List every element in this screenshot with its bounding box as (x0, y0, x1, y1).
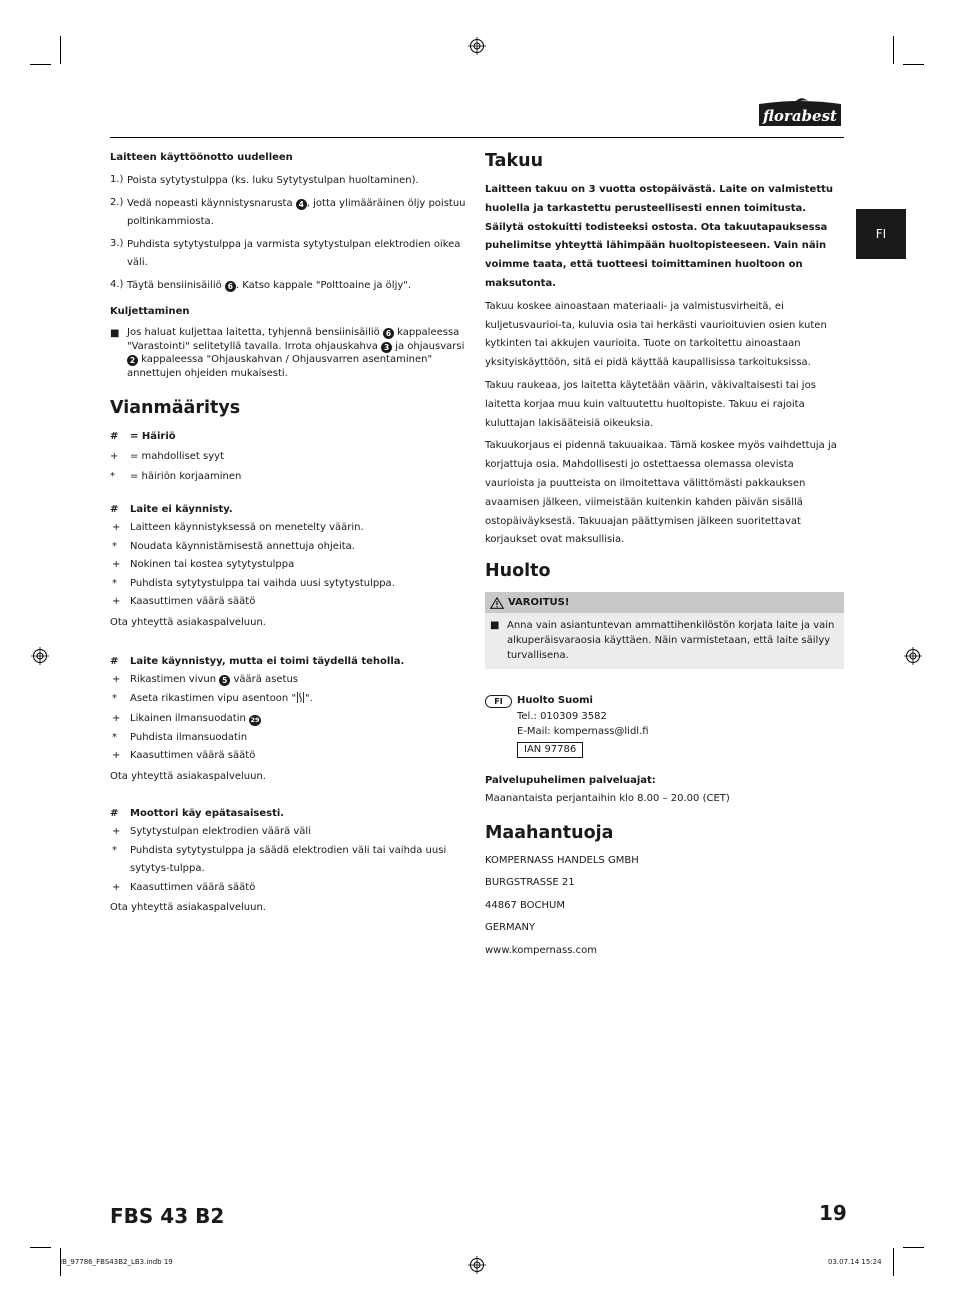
restart-step (110, 277, 470, 295)
transport-text (127, 326, 470, 380)
problem-title: Laite käynnistyy, mutta ei toimi täydellä teholla. (130, 656, 405, 667)
choke-position-icon (296, 692, 305, 711)
registration-mark-icon (904, 647, 922, 665)
row-text (130, 710, 470, 729)
service-center (485, 693, 845, 758)
language-tab-label: FI (875, 227, 887, 241)
warranty-paragraph: Takuukorjaus ei pidennä takuuaikaa. Tämä koskee myös vaihdettuja ja korjattuja osia. Mahdollisesti jo ostettaessa olemassa olevista vaurioista ja puutteista on ilmoitettava välittömästi pakkauksen avaamisen jälkeen, viimeistään kuitenkin kahden päivän sisällä ostopäiväyksestä. Takuuajan päättymisen jälkeen suoritettavat korjaukset ovat maksullisia. (485, 440, 837, 546)
bullet-square-icon: ■ (110, 328, 120, 339)
row-symbol: + (112, 596, 121, 607)
row-text: Laitteen käynnistyksessä on menetelty väärin. (130, 522, 364, 533)
header-rule (110, 137, 844, 138)
row-text: Kaasuttimen väärä säätö (130, 750, 256, 761)
fix-row (110, 842, 470, 879)
step-text-part: Puhdista sytytystulppa ja varmista sytytystulpan elektrodien oikea väli. (127, 239, 461, 268)
legend-text: = mahdolliset syyt (130, 451, 224, 462)
importer-website: www.kompernass.com (485, 944, 597, 956)
row-text: Puhdista sytytystulppa tai vaihda uusi sytytystulppa. (130, 577, 395, 589)
step-text (127, 172, 470, 190)
bullet-square-icon: ■ (490, 620, 500, 632)
row-text: Puhdista ilmansuodatin (130, 731, 248, 743)
row-text: Kaasuttimen väärä säätö (130, 881, 256, 893)
row-text-part: Rikastimen vivun (130, 674, 220, 685)
row-symbol: + (112, 713, 121, 724)
left-column (110, 150, 470, 918)
step-text (127, 277, 470, 295)
ian-number: IAN 97786 (517, 742, 583, 758)
importer-address-line: KOMPERNASS HANDELS GMBH (485, 854, 639, 866)
importer-address-line: 44867 BOCHUM (485, 899, 565, 911)
row-text: Nokinen tai kostea sytytystulppa (130, 559, 295, 570)
transport-text-part: Jos haluat kuljettaa laitetta, tyhjennä bensiinisäiliö (127, 327, 383, 338)
problem-heading (110, 654, 470, 669)
row-symbol: * (112, 577, 117, 589)
transport-text-part: kappaleessa "Varastointi" selitetyllä tavalla. Irrota ohjauskahva (127, 327, 460, 352)
row-symbol: * (112, 731, 117, 743)
legend-symbol: + (110, 451, 119, 462)
contact-note: Ota yhteyttä asiakaspalveluun. (110, 902, 266, 913)
warning-body (485, 613, 844, 669)
warning-box (485, 592, 844, 669)
step-text-part: , jotta ylimääräinen öljy poistuu poltinkammiosta. (127, 198, 466, 227)
crop-mark (893, 1248, 894, 1276)
legend-text: = häiriön korjaaminen (130, 471, 242, 482)
part-number-badge: 3 (381, 342, 392, 353)
page-number: 19 (819, 1201, 847, 1225)
warning-triangle-icon (490, 597, 504, 609)
part-number-badge: 2 (127, 355, 138, 366)
cause-row (110, 593, 470, 612)
warning-title: VAROITUS! (508, 597, 570, 609)
registration-mark-icon (468, 1256, 486, 1274)
row-symbol: + (112, 881, 121, 893)
contact-note: Ota yhteyttä asiakaspalveluun. (110, 770, 266, 782)
row-symbol: + (112, 522, 121, 533)
step-text-part: Vedä nopeasti käynnistysnarusta (127, 198, 296, 209)
crop-mark (60, 36, 61, 64)
part-number-badge: 29 (250, 716, 260, 724)
step-text-part: Poista sytytystulppa (ks. luku Sytytystulpan huoltaminen). (127, 175, 419, 186)
problem-symbol: # (110, 656, 119, 667)
transport-item (110, 326, 470, 380)
fix-row (110, 575, 470, 594)
warranty-bold-paragraph: Laitteen takuu on 3 vuotta ostopäivästä. Laite on valmistettu huolella ja tarkastettu perusteellisesti ennen toimitusta. Säilytä ostokuitti todisteeksi ostosta. Ota takuutapauksessa puhelimitse yhteyttä lähimpään huoltopisteeseen. Vain näin voimme taata, että tuotteesi toimittaminen huoltoon on maksutonta. (485, 184, 834, 289)
row-symbol: + (112, 826, 121, 837)
row-symbol: * (112, 692, 117, 704)
model-name: FBS 43 B2 (110, 1204, 225, 1228)
cause-row (110, 879, 470, 898)
florabest-logo (755, 96, 845, 128)
print-slug-file: IB_97786_FBS43B2_LB3.indb 19 (60, 1258, 173, 1266)
service-center-name: Huolto Suomi (517, 695, 593, 707)
row-symbol: * (112, 540, 117, 552)
warning-text: Anna vain asiantuntevan ammattihenkilöstön korjata laite ja vain alkuperäisvaraosia käyttäen. Näin varmistetaan, että laite säilyy turvallisena. (507, 620, 835, 662)
registration-mark-icon (468, 37, 486, 55)
row-text-part: väärä asetus (230, 674, 298, 685)
restart-step (110, 172, 470, 190)
row-text: Kaasuttimen väärä säätö (130, 596, 256, 607)
transport-heading: Kuljettaminen (110, 306, 190, 317)
hours-text: Maanantaista perjantaihin klo 8.00 – 20.00 (CET) (485, 792, 730, 804)
troubleshooting-heading: Vianmääritys (110, 398, 241, 418)
problem-heading (110, 502, 470, 517)
row-symbol: + (112, 674, 121, 685)
crop-mark (893, 36, 894, 64)
step-number: 4.) (110, 279, 124, 290)
step-number: 2.) (110, 197, 124, 208)
step-text (127, 195, 470, 231)
importer-address-line: BURGSTRASSE 21 (485, 877, 575, 889)
cause-row (110, 519, 470, 538)
service-contact (517, 693, 649, 758)
row-symbol: * (112, 844, 117, 856)
cause-row (110, 823, 470, 842)
fix-row (110, 538, 470, 557)
transport-text-part: kappaleessa "Ohjauskahvan / Ohjausvarren asentaminen" annettujen ohjeiden mukaisesti. (127, 354, 433, 379)
row-text-part: Aseta rikastimen vipu asentoon " (130, 692, 297, 704)
part-number-badge: 6 (225, 281, 236, 292)
row-symbol: + (112, 750, 121, 761)
crop-mark (903, 64, 924, 65)
country-badge: FI (485, 695, 512, 708)
step-text (127, 236, 470, 272)
crop-mark (30, 64, 51, 65)
cause-row (110, 556, 470, 575)
service-phone: Tel.: 010309 3582 (517, 710, 607, 722)
problem-title: Moottori käy epätasaisesti. (130, 808, 285, 819)
print-slug-date: 03.07.14 15:24 (828, 1258, 882, 1266)
legend-row (110, 469, 470, 484)
row-text (130, 671, 470, 690)
step-number: 1.) (110, 174, 124, 185)
legend-row (110, 449, 470, 464)
crop-mark (30, 1247, 51, 1248)
fix-row (110, 729, 470, 748)
row-text: Puhdista sytytystulppa ja säädä elektrodien väli tai vaihda uusi sytytys-tulppa. (130, 844, 447, 874)
legend-symbol: # (110, 431, 119, 442)
cause-row (110, 747, 470, 766)
importer-heading: Maahantuoja (485, 822, 614, 843)
step-number: 3.) (110, 238, 124, 249)
warranty-paragraph: Takuu koskee ainoastaan materiaali- ja valmistusvirheitä, ei kuljetusvaurioi-ta, kuluvia osia tai herkästi vaurioituvien osien kuten kytkinten tai akkujen vaurioita. Tuote on tarkoitettu ainoastaan yksityiskäyttöön, sitä ei pidä käyttää kaupallisissa tarkoituksissa. (485, 300, 827, 369)
legend-row (110, 429, 470, 444)
row-text-part: ". (305, 692, 313, 704)
problem-symbol: # (110, 808, 119, 819)
problem-heading (110, 806, 470, 821)
transport-text-part: ja ohjausvarsi (392, 340, 465, 352)
problem-symbol: # (110, 504, 119, 515)
warranty-heading: Takuu (485, 151, 544, 171)
part-number-badge: 5 (219, 675, 230, 686)
row-text: Noudata käynnistämisestä annettuja ohjeita. (130, 540, 355, 552)
cause-row (110, 710, 470, 729)
legend-symbol: * (110, 471, 115, 482)
crop-mark (903, 1247, 924, 1248)
service-email: E-Mail: kompernass@lidl.fi (517, 726, 649, 738)
warning-header (485, 592, 844, 613)
service-heading: Huolto (485, 561, 551, 582)
row-text (130, 690, 470, 711)
cause-row (110, 671, 470, 690)
fix-row (110, 690, 470, 711)
step-text-part: . Katso kappale "Polttoaine ja öljy". (235, 280, 412, 291)
row-text-part: Likainen ilmansuodatin (130, 713, 249, 724)
part-number-badge: 6 (383, 328, 394, 339)
problem-title: Laite ei käynnisty. (130, 504, 233, 515)
registration-mark-icon (31, 647, 49, 665)
contact-note: Ota yhteyttä asiakaspalveluun. (110, 616, 266, 628)
warranty-paragraph: Takuu raukeaa, jos laitetta käytetään väärin, väkivaltaisesti tai jos laitetta korjaa muu kuin valtuutettu huoltopiste. Takuu ei rajoita kuluttajan lakisääteisiä oikeuksia. (485, 379, 816, 429)
part-number-badge: 4 (296, 199, 307, 210)
restart-step (110, 236, 470, 272)
importer-address-line: GERMANY (485, 922, 536, 934)
language-tab (856, 209, 906, 259)
row-symbol: + (112, 559, 121, 570)
restart-step (110, 195, 470, 231)
row-text: Sytytystulpan elektrodien väärä väli (130, 826, 311, 837)
hours-heading: Palvelupuhelimen palveluajat: (485, 774, 656, 786)
legend-text: = Häiriö (130, 431, 176, 442)
svg-text:florabest: florabest (763, 107, 837, 125)
step-text-part: Täytä bensiinisäiliö (127, 280, 225, 291)
right-column (485, 150, 845, 962)
restart-heading: Laitteen käyttöönotto uudelleen (110, 152, 293, 163)
